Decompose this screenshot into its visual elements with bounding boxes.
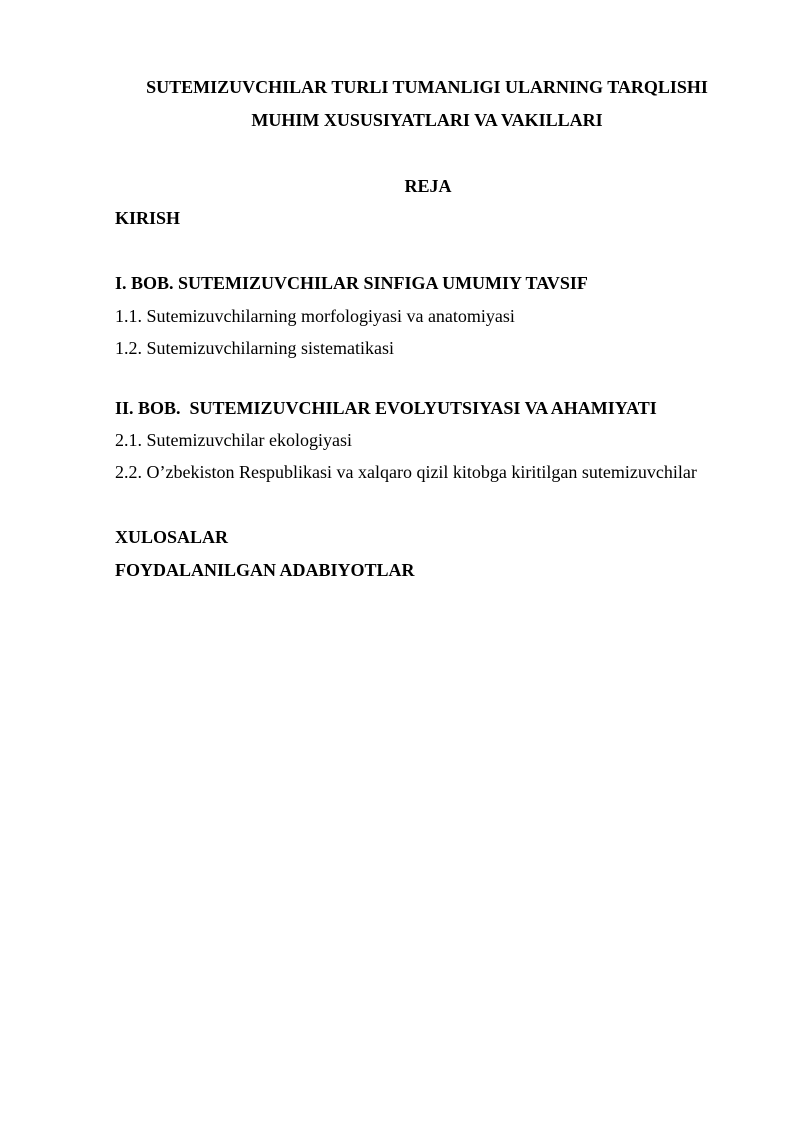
chapter-2-heading: II. BOB. SUTEMIZUVCHILAR EVOLYUTSIYASI VA AHAMIYATI bbox=[115, 398, 657, 418]
document-title-line-2: MUHIM XUSUSIYATLARI VA VAKILLARI bbox=[251, 110, 603, 130]
references-heading: FOYDALANILGAN ADABIYOTLAR bbox=[115, 560, 415, 580]
chapter-2-item-2: 2.2. O’zbekiston Respublikasi va xalqaro qizil kitobga kiritilgan sutemizuvchilar bbox=[115, 462, 697, 482]
chapter-1-item-2: 1.2. Sutemizuvchilarning sistematikasi bbox=[115, 338, 394, 358]
chapter-1-heading: I. BOB. SUTEMIZUVCHILAR SINFIGA UMUMIY TAVSIF bbox=[115, 273, 588, 293]
document-title-line-1: SUTEMIZUVCHILAR TURLI TUMANLIGI ULARNING TARQLISHI bbox=[146, 77, 708, 97]
conclusions-heading: XULOSALAR bbox=[115, 527, 229, 547]
plan-heading: REJA bbox=[404, 176, 452, 196]
chapter-1-item-1: 1.1. Sutemizuvchilarning morfologiyasi va anatomiyasi bbox=[115, 306, 515, 326]
chapter-2-item-1: 2.1. Sutemizuvchilar ekologiyasi bbox=[115, 430, 352, 450]
intro-heading: KIRISH bbox=[115, 208, 181, 228]
